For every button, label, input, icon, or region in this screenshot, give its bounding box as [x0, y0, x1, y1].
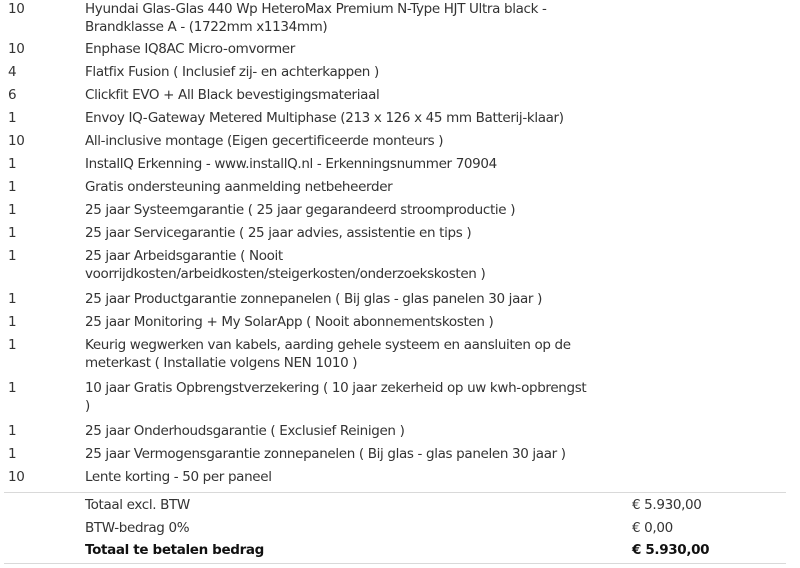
line-item-description: Flatfix Fusion ( Inclusief zij- en achterkappen ): [85, 64, 379, 80]
line-item-description: All-inclusive montage (Eigen gecertificeerde monteurs ): [85, 133, 444, 149]
line-item-quantity: 1: [8, 110, 17, 126]
grand-total-label: Totaal te betalen bedrag: [85, 542, 264, 558]
line-item-description: 25 jaar Arbeidsgarantie ( Nooit voorrijdkosten/arbeidkosten/steigerkosten/onderzoekskosten ): [85, 248, 486, 282]
line-item-quantity: 10: [8, 469, 25, 485]
line-item-description: 10 jaar Gratis Opbrengstverzekering ( 10 jaar zekerheid op uw kwh-opbrengst ): [85, 380, 587, 414]
line-item-quantity: 10: [8, 1, 25, 17]
line-item-quantity: 1: [8, 446, 17, 462]
line-item-quantity: 6: [8, 87, 17, 103]
grand-total-value: € 5.930,00: [632, 542, 710, 558]
line-item-description: 25 jaar Productgarantie zonnepanelen ( Bij glas - glas panelen 30 jaar ): [85, 291, 542, 307]
line-item-quantity: 1: [8, 225, 17, 241]
line-item-description: Keurig wegwerken van kabels, aarding gehele systeem en aansluiten op de meterkast ( Installatie volgens NEN 1010 ): [85, 337, 571, 371]
line-item-description: 25 jaar Monitoring + My SolarApp ( Nooit abonnementskosten ): [85, 314, 494, 330]
totals-divider-bottom: [4, 563, 786, 564]
total-excl-btw-value: € 5.930,00: [632, 497, 702, 513]
line-item-description: 25 jaar Servicegarantie ( 25 jaar advies, assistentie en tips ): [85, 225, 472, 241]
line-item-description: Clickfit EVO + All Black bevestigingsmateriaal: [85, 87, 380, 103]
line-item-quantity: 1: [8, 380, 17, 396]
line-item-description: Lente korting - 50 per paneel: [85, 469, 272, 485]
line-item-quantity: 1: [8, 314, 17, 330]
line-item-description: 25 jaar Vermogensgarantie zonnepanelen ( Bij glas - glas panelen 30 jaar ): [85, 446, 566, 462]
line-item-quantity: 1: [8, 202, 17, 218]
line-item-quantity: 1: [8, 291, 17, 307]
line-item-quantity: 4: [8, 64, 17, 80]
line-item-quantity: 1: [8, 423, 17, 439]
line-item-description: 25 jaar Systeemgarantie ( 25 jaar gegarandeerd stroomproductie ): [85, 202, 516, 218]
line-item-description: InstallQ Erkenning - www.installQ.nl - Erkenningsnummer 70904: [85, 156, 497, 172]
btw-amount-label: BTW-bedrag 0%: [85, 520, 190, 536]
btw-amount-value: € 0,00: [632, 520, 673, 536]
line-item-quantity: 1: [8, 337, 17, 353]
total-excl-btw-label: Totaal excl. BTW: [85, 497, 190, 513]
line-item-quantity: 1: [8, 248, 17, 264]
line-item-description: Enphase IQ8AC Micro-omvormer: [85, 41, 295, 57]
line-item-description: 25 jaar Onderhoudsgarantie ( Exclusief Reinigen ): [85, 423, 405, 439]
totals-divider-top: [4, 492, 786, 493]
line-item-description: Envoy IQ-Gateway Metered Multiphase (213 x 126 x 45 mm Batterij-klaar): [85, 110, 564, 126]
line-item-quantity: 10: [8, 41, 25, 57]
line-item-quantity: 1: [8, 179, 17, 195]
line-item-description: Hyundai Glas-Glas 440 Wp HeteroMax Premium N-Type HJT Ultra black - Brandklasse A - (1722mm x1134mm): [85, 1, 547, 35]
line-item-quantity: 1: [8, 156, 17, 172]
line-item-description: Gratis ondersteuning aanmelding netbeheerder: [85, 179, 393, 195]
line-item-quantity: 10: [8, 133, 25, 149]
